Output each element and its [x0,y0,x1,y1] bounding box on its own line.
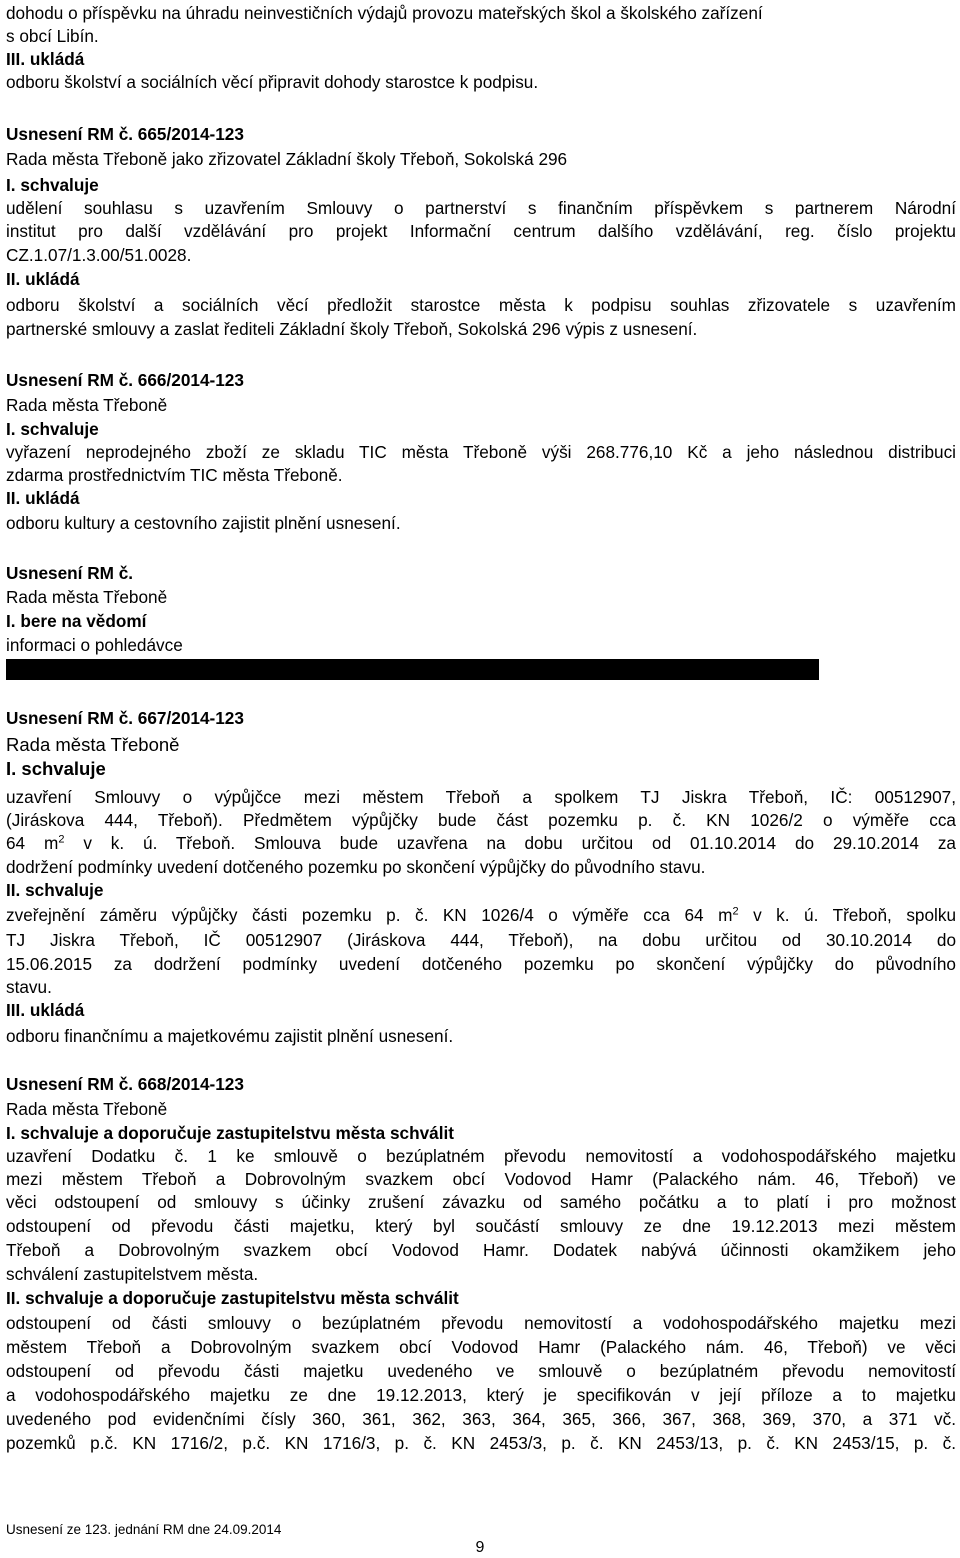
text-line: s obcí Libín. [6,26,99,46]
resolution-title: Usnesení RM č. 667/2014-123 [6,708,244,728]
text-line: odboru školství a sociálních věcí předložit starostce města k podpisu souhlas zřizovatele s uzavřením [6,295,956,315]
section-heading: I. schvaluje a doporučuje zastupitelstvu města schválit [6,1123,454,1143]
text-fragment: zveřejnění záměru výpůjčky části pozemku p. č. KN 1026/4 o výměře cca 64 m [6,905,733,925]
text-line: odstoupení od části smlouvy o bezúplatném převodu nemovitostí a vodohospodářského majetku mezi [6,1313,956,1333]
text-line: 15.06.2015 za dodržení podmínky uvedení dotčeného pozemku po skončení výpůjčky do původního [6,954,956,974]
text-line: odboru finančnímu a majetkovému zajistit plnění usnesení. [6,1026,454,1046]
section-heading: I. bere na vědomí [6,611,147,631]
text-line: odstoupení od převodu části majetku uvedeného ve smlouvě o bezúplatném převodu nemovitostí [6,1361,956,1381]
section-heading: III. ukládá [6,1000,85,1020]
page-number: 9 [475,1539,485,1556]
text-line: Třeboň a Dobrovolným svazkem obcí Vodovod Hamr. Dodatek nabývá účinnosti okamžikem jeho [6,1240,956,1260]
section-heading: II. ukládá [6,269,80,289]
text-line: odboru školství a sociálních věcí připravit dohody starostce k podpisu. [6,72,539,92]
text-line: odboru kultury a cestovního zajistit plnění usnesení. [6,513,401,533]
text-line: (Jiráskova 444, Třeboň). Předmětem výpůjčky bude část pozemku p. č. KN 1026/2 o výměře cca [6,810,956,830]
text-line: Rada města Třeboně [6,395,168,415]
superscript: 2 [58,833,65,846]
section-heading: I. schvaluje [6,419,99,439]
text-line: uzavření Smlouvy o výpůjčce mezi městem Třeboň a spolkem TJ Jiskra Třeboň, IČ: 00512907, [6,787,956,807]
section-heading: III. ukládá [6,49,85,69]
text-line: stavu. [6,977,52,997]
text-line: dodržení podmínky uvedení dotčeného pozemku po skončení výpůjčky do původního stavu. [6,857,706,877]
text-line: udělení souhlasu s uzavřením Smlouvy o partnerství s finančním příspěvkem s partnerem Národní [6,198,956,218]
text-line: odstoupení od převodu části majetku, který byl součástí smlouvy ze dne 19.12.2013 mezi městem [6,1216,956,1236]
superscript: 2 [732,905,739,918]
text-line: Rada města Třeboně [6,1099,168,1119]
text-fragment: 64 m [6,833,59,853]
section-heading: II. schvaluje a doporučuje zastupitelstvu města schválit [6,1288,459,1308]
text-line: Rada města Třeboně [6,587,168,607]
text-line: uvedeného pod evidenčními čísly 360, 361, 362, 363, 364, 365, 366, 367, 368, 369, 370, a 371 vč. [6,1409,956,1429]
text-line: TJ Jiskra Třeboň, IČ 00512907 (Jiráskova 444, Třeboň), na dobu určitou od 30.10.2014 do [6,930,956,950]
text-line: mezi městem Třeboň a Dobrovolným svazkem obcí Vodovod Hamr (Palackého nám. 46, Třeboň) ve [6,1169,956,1189]
text-line [6,904,956,926]
text-line: dohodu o příspěvku na úhradu neinvestičních výdajů provozu mateřských škol a školského zařízení [6,3,763,23]
text-line: Rada města Třeboně [6,734,180,755]
text-line: uzavření Dodatku č. 1 ke smlouvě o bezúplatném převodu nemovitostí a vodohospodářského majetku [6,1146,956,1166]
text-line: a vodohospodářského majetku ze dne 19.12.2013, který je specifikován v její příloze a to majetku [6,1385,956,1405]
resolution-title: Usnesení RM č. 666/2014-123 [6,370,244,390]
text-fragment: v k. ú. Třeboň, spolku [738,905,956,925]
text-line: institut pro další vzdělávání pro projekt Informační centrum dalšího vzdělávání, reg. číslo projektu [6,221,956,241]
text-line: věci odstoupení od smlouvy s účinky zrušení závazku od samého počátku a to platí i pro možnost [6,1192,956,1212]
redaction-bar [6,659,819,680]
text-line: Rada města Třeboně jako zřizovatel Základní školy Třeboň, Sokolská 296 [6,149,568,169]
section-heading: I. schvaluje [6,758,106,779]
resolution-title: Usnesení RM č. 668/2014-123 [6,1074,244,1094]
resolution-title: Usnesení RM č. [6,563,134,583]
text-line: schválení zastupitelstvem města. [6,1264,259,1284]
text-line: zdarma prostřednictvím TIC města Třeboně. [6,465,343,485]
section-heading: II. schvaluje [6,880,104,900]
section-heading: II. ukládá [6,488,80,508]
text-fragment: v k. ú. Třeboň. Smlouva bude uzavřena na dobu určitou od 01.10.2014 do 29.10.2014 za [64,833,956,853]
section-heading: I. schvaluje [6,175,99,195]
text-line: partnerské smlouvy a zaslat řediteli Základní školy Třeboň, Sokolská 296 výpis z usnesení. [6,319,698,339]
text-line [6,832,956,854]
resolution-title: Usnesení RM č. 665/2014-123 [6,124,244,144]
text-line: informaci o pohledávce [6,635,183,655]
page-footer: Usnesení ze 123. jednání RM dne 24.09.2014 [6,1522,282,1537]
text-line: CZ.1.07/1.3.00/51.0028. [6,245,192,265]
text-line: vyřazení neprodejného zboží ze skladu TIC města Třeboně výši 268.776,10 Kč a jeho následnou distribuci [6,442,956,462]
text-line: pozemků p.č. KN 1716/2, p.č. KN 1716/3, p. č. KN 2453/3, p. č. KN 2453/13, p. č. KN 2453/15, p. č. [6,1433,956,1453]
text-line: městem Třeboň a Dobrovolným svazkem obcí Vodovod Hamr (Palackého nám. 46, Třeboň) ve věci [6,1337,956,1357]
